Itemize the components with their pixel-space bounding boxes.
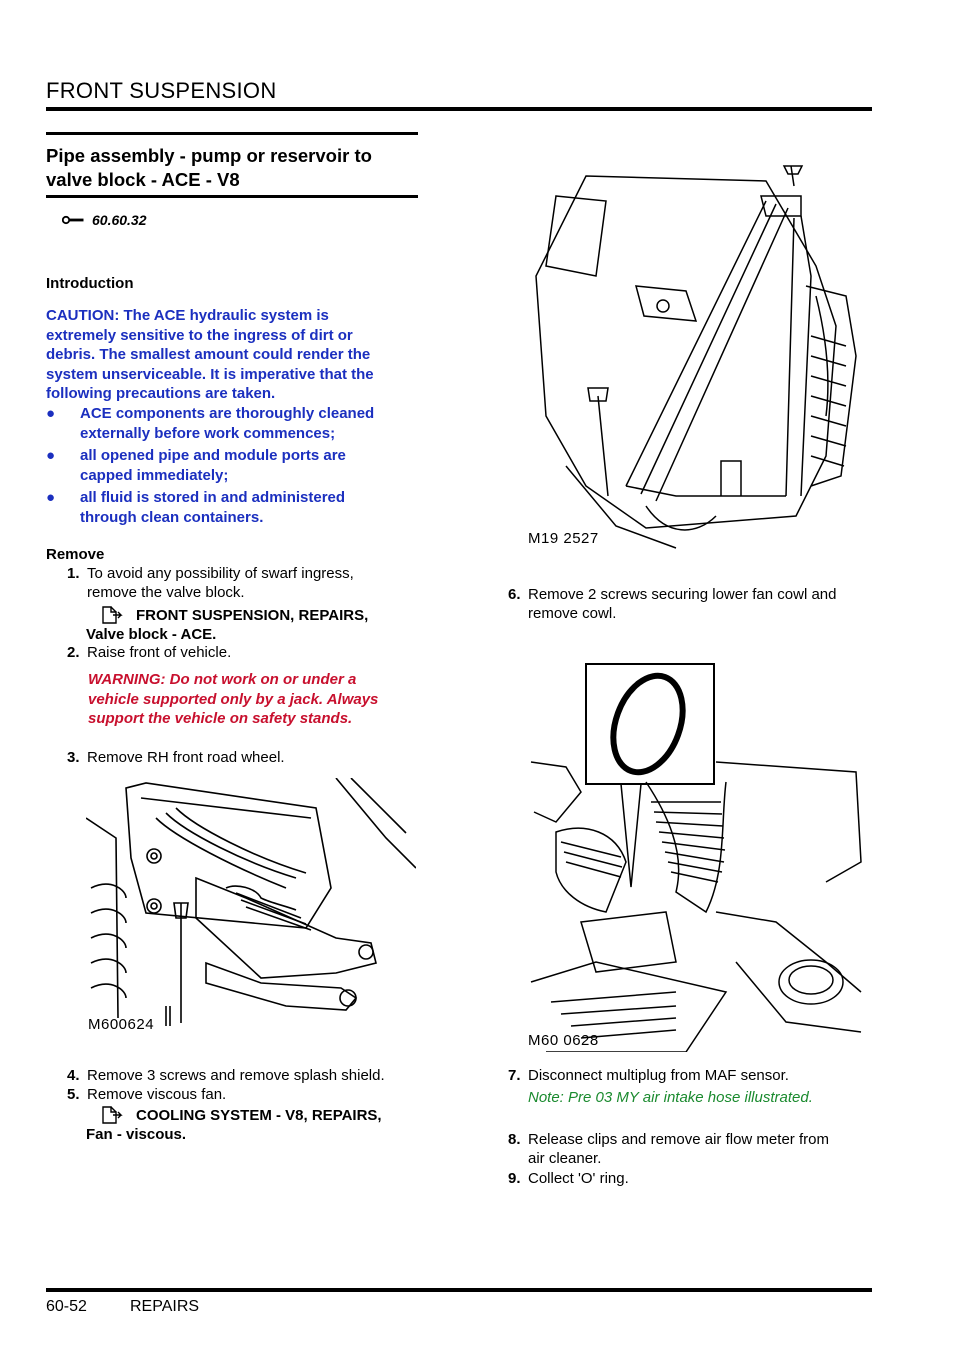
step-5-cross-reference[interactable]: COOLING SYSTEM - V8, REPAIRS, Fan - viscous. (86, 1104, 426, 1144)
step-1: 1. To avoid any possibility of swarf ingress, remove the valve block. (67, 565, 354, 601)
page-title: Pipe assembly - pump or reservoir to valve block - ACE - V8 (46, 145, 372, 190)
figure-air-flow-meter (526, 662, 864, 1052)
step-7: 7. Disconnect multiplug from MAF sensor. (508, 1067, 789, 1084)
bullet-icon: ● (46, 405, 56, 422)
step-9: 9. Collect 'O' ring. (508, 1170, 629, 1187)
step-6: 6. Remove 2 screws securing lower fan cowl and remove cowl. (508, 586, 837, 622)
footer-section: REPAIRS (130, 1298, 200, 1315)
cross-reference-icon (100, 1104, 124, 1126)
figure-label: M60 0628 (528, 1032, 599, 1049)
step-3: 3. Remove RH front road wheel. (67, 749, 285, 766)
air-flow-meter-illustration (526, 662, 864, 1052)
bullet-icon: ● (46, 489, 56, 506)
caution-bullet-list (46, 404, 426, 527)
operation-code: 60.60.32 (62, 210, 147, 230)
title-rule-bottom (46, 195, 418, 198)
wrench-icon (62, 214, 84, 226)
remove-heading: Remove (46, 546, 105, 563)
introduction-heading: Introduction (46, 275, 134, 292)
page-number: 60-52 (46, 1298, 87, 1315)
fan-cowl-illustration (526, 156, 864, 552)
step-8: 8. Release clips and remove air flow meter from air cleaner. (508, 1131, 829, 1167)
figure-label: M600624 (88, 1016, 155, 1033)
bullet-icon: ● (46, 447, 56, 464)
figure-fan-cowl (526, 156, 864, 552)
cross-reference-icon (100, 604, 124, 626)
step-1-cross-reference[interactable]: FRONT SUSPENSION, REPAIRS, Valve block - ACE. (86, 604, 426, 644)
note-text: Note: Pre 03 MY air intake hose illustrated. (528, 1089, 813, 1106)
step-5: 5. Remove viscous fan. (67, 1086, 227, 1103)
suspension-illustration (86, 778, 416, 1040)
list-item: ● all opened pipe and module ports are capped immediately; (46, 447, 346, 484)
list-item: ● all fluid is stored in and administered through clean containers. (46, 489, 346, 526)
title-rule-top (46, 132, 418, 135)
step-2: 2. Raise front of vehicle. (67, 644, 232, 661)
list-item: ● ACE components are thoroughly cleaned externally before work commences; (46, 405, 375, 442)
running-header: FRONT SUSPENSION (46, 78, 277, 103)
warning-text: WARNING: Do not work on or under a vehicle supported only by a jack. Always support the vehicle on safety stands. (88, 671, 379, 727)
figure-splash-shield (86, 778, 416, 1040)
caution-text: CAUTION: The ACE hydraulic system is extremely sensitive to the ingress of dirt or debris. The smallest amount could render the system unserviceable. It is imperative that the following precautions are taken. (46, 307, 374, 402)
footer-rule (46, 1288, 872, 1292)
header-rule (46, 107, 872, 111)
figure-label: M19 2527 (528, 530, 599, 547)
step-4: 4. Remove 3 screws and remove splash shield. (67, 1067, 385, 1084)
